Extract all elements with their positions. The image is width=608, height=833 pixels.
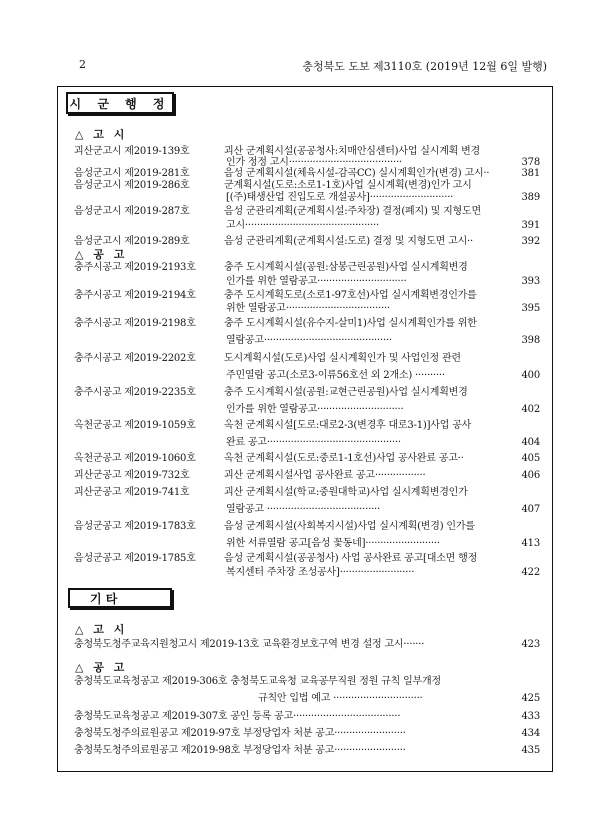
list-item[interactable]: 충청북도청주의료원공고 제2019-98호 부정당업자 처분 공고························ 435 <box>74 745 540 756</box>
subsection-announce: △ 공 고 <box>75 248 128 261</box>
list-item-cont: 위한 열람공고··································· 395 <box>226 303 540 314</box>
list-item[interactable]: 음성군공고 제2019-1783호 음성 군계획시설(사회복지시설)사업 실시계획(변경) 인가를 <box>74 521 475 532</box>
list-item-cont: 복지센터 주차장 조성공사]························· 422 <box>226 567 540 578</box>
list-item[interactable]: 충주시공고 제2019-2202호 도시계획시설(도로)사업 실시계획인가 및 사업인정 관련 <box>74 353 461 364</box>
list-item[interactable]: 음성군고시 제2019-281호 음성 군계획시설(체육시설-감곡CC) 실시계획인가(변경) 고시·· 381 <box>74 168 540 179</box>
list-item[interactable]: 충청북도교육청공고 제2019-306호 충청북도교육청 교육공무직원 정원 규칙 일부개정 <box>74 676 441 687</box>
section-title-other: 기 타 <box>68 588 172 608</box>
list-item-cont: 규칙안 입법 예고 ······························ 425 <box>258 693 540 704</box>
list-item-cont: 주민열람 공고(소로3-이류56호선 외 2개소) ·········· 400 <box>226 370 540 381</box>
page-number: 2 <box>79 58 86 71</box>
page-header <box>0 58 608 74</box>
list-item[interactable]: 충주시공고 제2019-2235호 충주 도시계획시설(공원:교현근린공원)사업 실시계획변경 <box>74 387 468 398</box>
list-item[interactable]: 충청북도교육청공고 제2019-307호 공인 등록 공고···································· 433 <box>74 711 540 722</box>
list-item[interactable]: 괴산군고시 제2019-139호 괴산 군계획시설(공공청사:치매안심센터)사업 실시계획 변경 <box>74 146 481 157</box>
section-title-admin: 시 군 행 정 <box>66 92 174 114</box>
list-item-cont: 인가를 위한 열람공고····························· 402 <box>226 404 540 415</box>
list-item[interactable]: 옥천군공고 제2019-1059호 옥천 군계획시설[도로:대로2-3(변경후 대로3-1)]사업 공사 <box>74 420 472 431</box>
list-item[interactable]: 옥천군공고 제2019-1060호 옥천 군계획시설(도로:중로1-1호선)사업 공사완료 공고·· 405 <box>74 453 540 464</box>
list-item-cont: 고시············································· 391 <box>226 220 540 231</box>
list-item[interactable]: 음성군공고 제2019-1785호 음성 군계획시설(공공청사) 사업 공사완료 공고[대소면 행정 <box>74 553 478 564</box>
list-item[interactable]: 음성군고시 제2019-286호 군계획시설(도로:소로1-1호)사업 실시계획(변경)인가 고시 <box>74 180 472 191</box>
list-item-cont: 인가 정정 고시······································ 378 <box>226 157 540 168</box>
list-item[interactable]: 충청북도청주의료원공고 제2019-97호 부정당업자 처분 공고························ 434 <box>74 728 540 739</box>
list-item[interactable]: 충청북도청주교육지원청고시 제2019-13호 교육환경보호구역 변경 설정 고시······· 423 <box>74 639 540 650</box>
subsection-notice: △ 고 시 <box>75 128 128 141</box>
list-item[interactable]: 충주시공고 제2019-2193호 충주 도시계획시설(공원:삼봉근린공원)사업 실시계획변경 <box>74 262 468 273</box>
list-item-cont: 열람공고··········································· 398 <box>226 335 540 346</box>
list-item-cont: 인가를 위한 열람공고······························ 393 <box>226 276 540 287</box>
list-item-cont: 열람공고 ······································ 407 <box>226 504 540 515</box>
list-item-cont: [(주)태생산업 진입도로 개설공사]···························· 389 <box>226 192 540 203</box>
list-item[interactable]: 충주시공고 제2019-2194호 충주 도시계획도로(소로1-97호선)사업 실시계획변경인가를 <box>74 290 477 301</box>
issue-info: 충청북도 도보 제3110호 (2019년 12월 6일 발행) <box>302 60 547 73</box>
list-item-cont: 완료 공고············································· 404 <box>226 437 540 448</box>
subsection-other-notice: △ 고 시 <box>75 623 128 636</box>
list-item[interactable]: 음성군고시 제2019-289호 음성 군관리계획(군계획시설:도로) 결정 및 지형도면 고시·· 392 <box>74 236 540 247</box>
subsection-other-announce: △ 공 고 <box>75 661 128 674</box>
list-item[interactable]: 충주시공고 제2019-2198호 충주 도시계획시설(유수지-살미1)사업 실시계획인가를 위한 <box>74 318 477 329</box>
list-item[interactable]: 음성군고시 제2019-287호 음성 군관리계획(군계획시설:주차장) 결정(폐지) 및 지형도면 <box>74 206 481 217</box>
list-item[interactable]: 괴산군공고 제2019-732호 괴산 군계획시설사업 공사완료 공고················· 406 <box>74 470 540 481</box>
list-item-cont: 위한 서류열람 공고[음성 꽃동네]························· 413 <box>226 538 540 549</box>
list-item[interactable]: 괴산군공고 제2019-741호 괴산 군계획시설(학교:중원대학교)사업 실시계획변경인가 <box>74 487 468 498</box>
